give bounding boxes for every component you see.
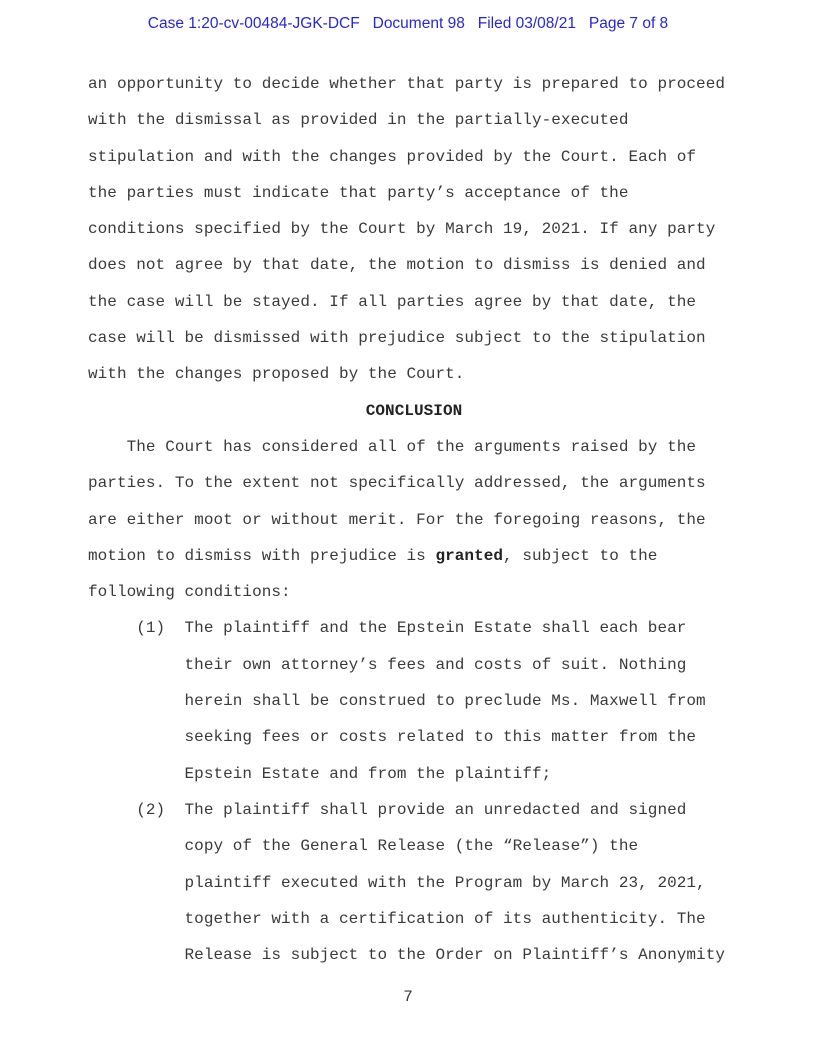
doc-line [88, 574, 740, 610]
doc-line [88, 247, 740, 283]
text-segment: , subject to the [503, 546, 658, 565]
case-stamp: Case 1:20-cv-00484-JGK-DCF Document 98 Filed 03/08/21 Page 7 of 8 [147, 15, 669, 32]
text-segment: The Court has considered all of the arguments raised by the [88, 437, 697, 456]
doc-line [88, 538, 740, 574]
doc-line [88, 683, 740, 719]
bold-text: CONCLUSION [365, 401, 463, 420]
text-segment: plaintiff executed with the Program by March 23, 2021, [88, 873, 706, 892]
doc-line [88, 66, 740, 102]
doc-line [88, 719, 740, 755]
text-segment: stipulation and with the changes provided by the Court. Each of [88, 147, 697, 166]
text-segment: (1) The plaintiff and the Epstein Estate shall each bear [88, 619, 687, 638]
doc-line [88, 175, 740, 211]
text-segment: (2) The plaintiff shall provide an unredacted and signed [88, 800, 687, 819]
text-segment: following conditions: [88, 583, 291, 602]
doc-line [88, 102, 740, 138]
conclusion-heading [88, 393, 740, 429]
text-segment: case will be dismissed with prejudice subject to the stipulation [88, 329, 706, 348]
doc-line [88, 139, 740, 175]
bold-text: granted [435, 546, 504, 565]
text-segment: copy of the General Release (the “Release”) the [88, 837, 639, 856]
text-segment: motion to dismiss with prejudice is [88, 546, 436, 565]
text-segment: their own attorney’s fees and costs of suit. Nothing [88, 655, 687, 674]
text-segment: are either moot or without merit. For the foregoing reasons, the [88, 510, 706, 529]
doc-line [88, 828, 740, 864]
text-segment: herein shall be construed to preclude Ms. Maxwell from [88, 692, 706, 711]
text-segment: conditions specified by the Court by March 19, 2021. If any party [88, 220, 716, 239]
document-body [88, 66, 740, 973]
text-segment: parties. To the extent not specifically addressed, the arguments [88, 474, 706, 493]
text-segment: together with a certification of its authenticity. The [88, 909, 706, 928]
text-segment: does not agree by that date, the motion to dismiss is denied and [88, 256, 706, 275]
doc-line [88, 465, 740, 501]
doc-line [88, 901, 740, 937]
doc-line [88, 284, 740, 320]
doc-line [88, 756, 740, 792]
doc-line [88, 647, 740, 683]
doc-line [88, 865, 740, 901]
doc-line [88, 320, 740, 356]
doc-line [88, 356, 740, 392]
text-segment: seeking fees or costs related to this matter from the [88, 728, 697, 747]
text-segment: an opportunity to decide whether that party is prepared to proceed [88, 75, 726, 93]
doc-line [88, 610, 740, 646]
page-number: 7 [403, 988, 413, 1006]
text-segment: Release is subject to the Order on Plaintiff’s Anonymity [88, 946, 726, 965]
doc-line [88, 211, 740, 247]
doc-line [88, 502, 740, 538]
text-segment: Epstein Estate and from the plaintiff; [88, 764, 552, 783]
text-segment: with the changes proposed by the Court. [88, 365, 465, 384]
doc-line [88, 792, 740, 828]
doc-line [88, 937, 740, 973]
text-segment: with the dismissal as provided in the partially-executed [88, 111, 629, 130]
text-segment: the parties must indicate that party’s acceptance of the [88, 183, 629, 202]
doc-line [88, 429, 740, 465]
text-segment: the case will be stayed. If all parties agree by that date, the [88, 292, 697, 311]
